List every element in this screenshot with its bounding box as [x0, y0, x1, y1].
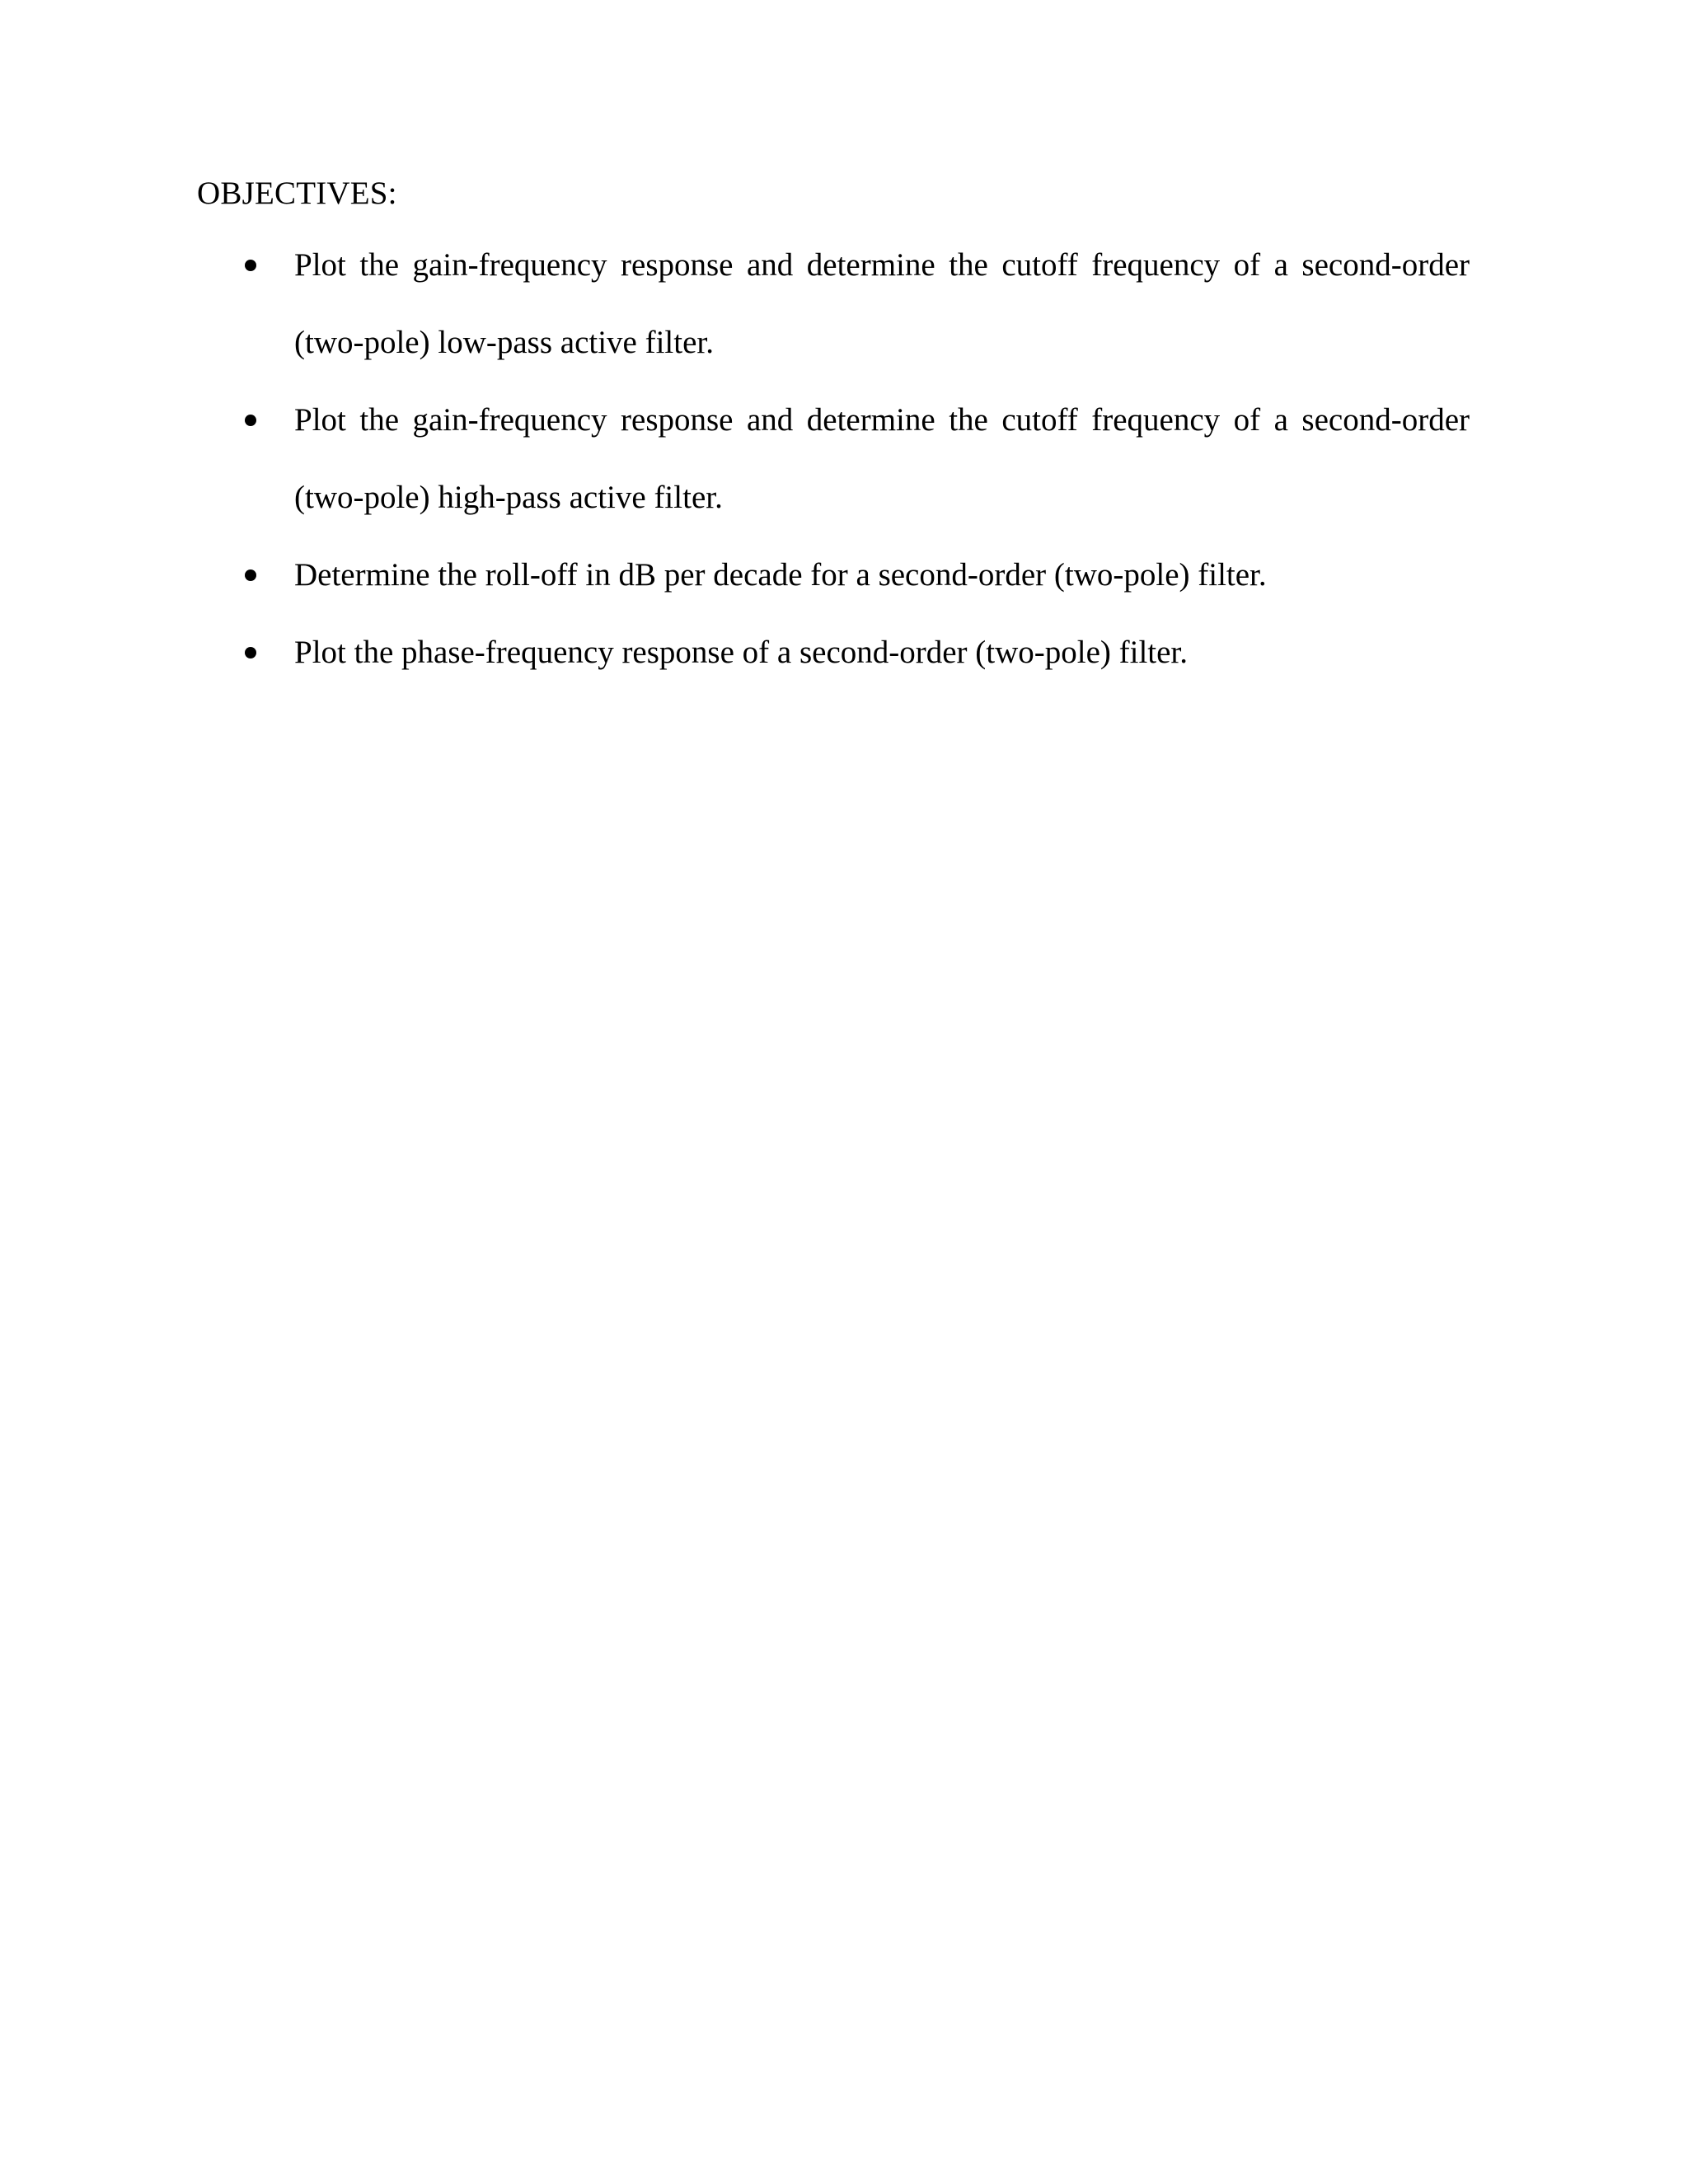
bullet-icon [245, 260, 256, 271]
objective-item-low-pass [294, 227, 1470, 382]
objective-text: Plot the phase-frequency response of a second-order (two-pole) filter. [294, 635, 1189, 670]
objective-text: Plot the gain-frequency response and determine the cutoff frequency of a second-order (two-pole) high-pass active filter. [294, 402, 1470, 515]
objective-text: Determine the roll-off in dB per decade for a second-order (two-pole) filter. [294, 557, 1267, 593]
objective-item-phase-response [294, 614, 1470, 691]
bullet-icon [245, 415, 256, 426]
objective-item-high-pass [294, 382, 1470, 537]
bullet-icon [245, 647, 256, 658]
objectives-heading: OBJECTIVES: [197, 176, 397, 211]
objective-text: Plot the gain-frequency response and determine the cutoff frequency of a second-order (two-pole) low-pass active filter. [294, 247, 1470, 360]
bullet-icon [245, 569, 256, 581]
objective-item-roll-off [294, 537, 1470, 614]
